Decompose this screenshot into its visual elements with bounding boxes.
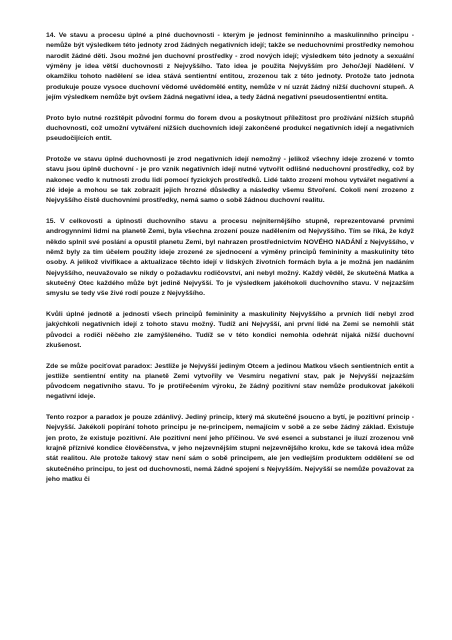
paragraph: Tento rozpor a paradox je pouze zdánlivý. Jediný princip, který má skutečné jsoucno a bytí, je pozitivní princip - Nejvyšší. Jakékoli popírání tohoto principu je ne-principem, nemajícím v sobě a ze sebe žádný základ. Existuje jen proto, že existuje pozitivní. Ale pozitivní není jeho příčinou. Ve své esenci a substanci je iluzí zrozenou vně krajně příznivé kondice člověčenstva, v jeho nejzevnějším stupni nejzevnějšího kroku, kde se taková idea může stát realitou. Ale protože takový stav není sám o sobě principem, ale jen vedlejším produktem oddělení se od skutečného principu, to jest od duchovnosti, nemá žádné spojení s Nejvyšším. Nejvyšší se nemůže považovat za jeho matku či (46, 414, 414, 484)
paragraph: Kvůli úplné jednotě a jednosti všech principů femininity a maskulinity Nejvyššího a prvních lidí nebyl zrod jakýchkoli negativních idejí z tohoto stavu možný. Tudíž ani Nejvyšší, ani první lidé na Zemi se nemohli stát původci a rodiči něčeho zle zamýšleného. Tudíž se v této kondici nemohla odehrát nijaká nižší duchovní zkušenost. (46, 310, 414, 349)
paragraph-15: 15. V celkovosti a úplnosti duchovního stavu a procesu nejniternějšího stupně, reprezentované prvními androgynními lidmi na planetě Zemi, byla všechna zrození pouze nadělením od Nejvyššího. Tím se říká, že když někdo splnil své poslání a opustil planetu Zemi, byl nahrazen prostřednictvím NOVÉHO NADÁNÍ z Nejvyššího, v němž byly za tím účelem použity ideje zrozené ze sjednocení a výměny principů femininity a maskulinity této osoby. A jelikož vivifikace a aktualizace těchto idejí v lidských životních formách byla a je možná jen nadáním Nejvyššího, neuvažovalo se nikdy o požadavku rodičovství, ani nebyl možný. Každý věděl, že skutečná Matka a skutečný Otec každého může být jedině Nejvyšší. To je výsledkem jakéhokoli duchovního stavu. V nejzazším smyslu se tedy vše živé rodí pouze z Nejvyššího. (46, 217, 414, 298)
document-body (46, 31, 414, 496)
paragraph: Zde se může pociťovat paradox: Jestliže je Nejvyšší jediným Otcem a jedinou Matkou všech sentientních entit a jestliže sentientní entity na planetě Zemi vytvořily ve Vesmíru negativní stav, pak je Nejvyšší nejzazším původcem negativního stavu. To je protiřečením výroku, že žádný pozitivní stav nemůže produkovat jakékoli negativní ideje. (46, 362, 414, 401)
paragraph: Protože ve stavu úplné duchovnosti je zrod negativních idejí nemožný - jelikož všechny ideje zrozené v tomto stavu jsou úplně duchovní - je pro vznik negativních idejí nutné vytvořit odlišné neduchovní prostředky, což by nakonec vedlo k nutnosti zrodu lidí pomocí fyzických prostředků. Lidé takto zrození mohou vytvářet negativní a zlé ideje a mohou se tak zobrazit jejich hrozné důsledky a následky všemu Stvoření. Cokoli není zrozeno z Nejvyššího čistě duchovními prostředky, nemá samo o sobě žádnou duchovní realitu. (46, 155, 414, 205)
paragraph: Proto bylo nutné rozštěpit původní formu do forem dvou a poskytnout příležitost pro prožívání nižších stupňů duchovnosti, což umožní vytváření nižších duchovních idejí zakončené produkcí negativních idejí a negativních pseudočijících entit. (46, 114, 414, 143)
paragraph-14: 14. Ve stavu a procesu úplné a plné duchovnosti - kterým je jednost femininního a maskulinního principu - nemůže být výsledkem této jednoty zrod žádných negativních idejí; takže se neduchovními prostředky nemohou narodit žádné děti. Jsou možné jen duchovní prostředky - zrod nových idejí; výsledkem této jednoty a sexuální výměny je idea větší duchovnosti z Nejvyššího. Tato idea je použita Nejvyšším pro Jeho/Její Nadělení. V okamžiku tohoto nadělení se idea stává sentientní entitou, zrozenou tak z této jednoty. Protože tato jednota produkuje pouze vysoce duchovní vědomé uvědomělé entity, nemůže v ní uzrát žádný nižší duchovní stupeň. A jejím výsledkem nemůže být ovšem žádná negativní idea, a tedy žádná negativní pseudosentientní entita. (46, 32, 414, 101)
